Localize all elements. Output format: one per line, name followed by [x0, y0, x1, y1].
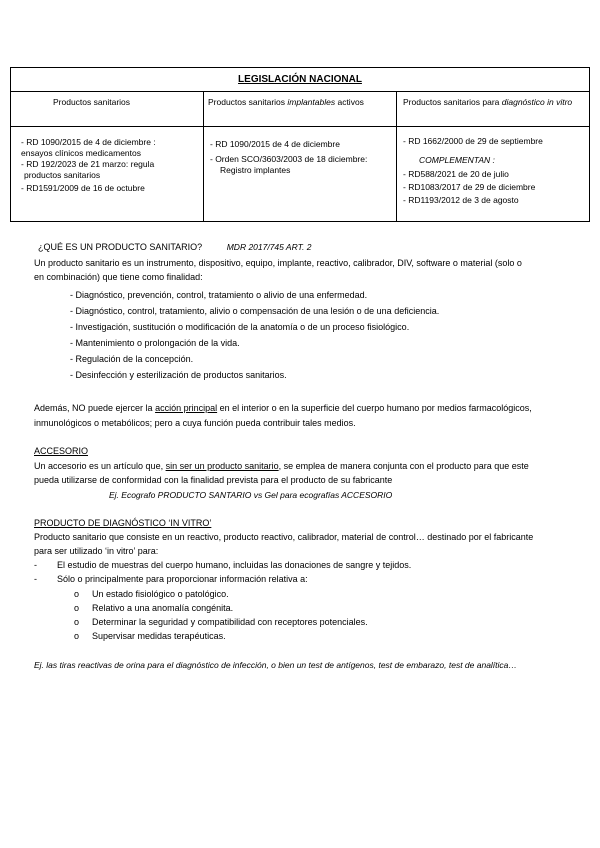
col3-complement: COMPLEMENTAN :: [419, 155, 495, 165]
col3-first: - RD 1662/2000 de 29 de septiembre: [403, 136, 543, 146]
header-cell-2: [204, 92, 397, 127]
col2-line: Registro implantes: [220, 165, 291, 175]
col1-line: - RD 192/2023 de 21 marzo: regula: [21, 159, 155, 169]
header-cell-1: [11, 92, 204, 127]
ivd-dash-1: - El estudio de muestras del cuerpo humano, incluidas las donaciones de sangre y tejidos.: [34, 560, 412, 570]
section1-bullet: - Mantenimiento o prolongación de la vida.: [70, 338, 240, 348]
accessory-line-2: pueda utilizarse de conformidad con la finalidad prevista para el producto de su fabricante: [34, 475, 393, 485]
section1-also-2: inmunológicos o metabólicos; pero a cuya función pueda contribuir tales medios.: [34, 418, 356, 428]
ivd-dash-2: - Sólo o principalmente para proporcionar información relativa a:: [34, 574, 308, 584]
body-cell-1: [11, 127, 204, 222]
section1-bullet: - Regulación de la concepción.: [70, 354, 194, 364]
accessory-example: Ej. Ecografo PRODUCTO SANTARIO vs Gel para ecografías ACCESORIO: [109, 490, 393, 500]
ivd-circle-item: o Relativo a una anomalía congénita.: [74, 603, 234, 613]
section1-question: ¿QUÉ ES UN PRODUCTO SANITARIO?: [38, 242, 203, 252]
not-sanitary-text: sin ser un producto sanitario: [165, 461, 279, 471]
ivd-example: Ej. las tiras reactivas de orina para el diagnóstico de infección, o bien un test de antígenos, test de embarazo, test de analítica…: [34, 660, 517, 670]
section1-intro-2: en combinación) que tiene como finalidad:: [34, 272, 203, 282]
section1-bullet: - Investigación, sustitución o modificación de la anatomía o de un proceso fisiológico.: [70, 322, 410, 332]
body-cell-2: [204, 127, 397, 222]
section1-bullet: - Desinfección y esterilización de productos sanitarios.: [70, 370, 287, 380]
col2-line: - Orden SCO/3603/2003 de 18 diciembre:: [210, 154, 368, 164]
accessory-heading: ACCESORIO: [34, 446, 89, 456]
col3-item: - RD1193/2012 de 3 de agosto: [403, 195, 519, 205]
col3-item: - RD1083/2017 de 29 de diciembre: [403, 182, 536, 192]
ivd-line-1: Producto sanitario que consiste en un reactivo, producto reactivo, calibrador, material de control… destinado por el fabricante: [34, 532, 534, 542]
principal-action-text: acción principal: [155, 403, 218, 413]
header-cell-3: [397, 92, 590, 127]
ivd-heading: PRODUCTO DE DIAGNÓSTICO ‘IN VITRO’: [34, 518, 212, 528]
col1-line: ensayos clínicos medicamentos: [21, 148, 142, 158]
header-3: Productos sanitarios para diagnóstico in vitro: [403, 97, 573, 107]
ivd-circle-item: o Supervisar medidas terapéuticas.: [74, 631, 226, 641]
section1-heading-line: [38, 242, 311, 252]
col1-line: productos sanitarios: [24, 170, 101, 180]
table-title-cell: [11, 68, 590, 92]
header-1: Productos sanitarios: [53, 97, 131, 107]
table-title: LEGISLACIÓN NACIONAL: [238, 74, 362, 85]
ivd-line-2: para ser utilizado ‘in vitro’ para:: [34, 546, 159, 556]
ivd-circle-item: o Determinar la seguridad y compatibilidad con receptores potenciales.: [74, 617, 368, 627]
circle-bullet-icon: o: [74, 589, 80, 599]
section1-bullet: - Diagnóstico, control, tratamiento, alivio o compensación de una lesión o de una deficiencia.: [70, 306, 440, 316]
circle-bullet-icon: o: [74, 631, 80, 641]
col1-line: - RD 1090/2015 de 4 de diciembre :: [21, 137, 156, 147]
section1-ref: MDR 2017/745 ART. 2: [226, 242, 312, 252]
dash-bullet: -: [34, 574, 37, 584]
header-2: Productos sanitarios implantables activos: [208, 97, 364, 107]
legislation-table: [10, 67, 590, 222]
circle-bullet-icon: o: [74, 617, 80, 627]
section1-intro-1: Un producto sanitario es un instrumento, dispositivo, equipo, implante, reactivo, calibrador, DIV, software o material (solo o: [34, 258, 522, 268]
ivd-circle-item: o Un estado fisiológico o patológico.: [74, 589, 229, 599]
col3-item: - RD588/2021 de 20 de julio: [403, 169, 509, 179]
col1-line: - RD1591/2009 de 16 de octubre: [21, 183, 145, 193]
dash-bullet: -: [34, 560, 37, 570]
accessory-line-1: Un accesorio es un artículo que, sin ser un producto sanitario, se emplea de manera conjunta con el producto para que este: [34, 461, 529, 471]
section1-also-1: Además, NO puede ejercer la acción principal en el interior o en la superficie del cuerpo humano por medios farmacológicos,: [34, 403, 532, 413]
body-cell-3: [397, 127, 590, 222]
col2-line: - RD 1090/2015 de 4 de diciembre: [210, 139, 340, 149]
section1-bullet: - Diagnóstico, prevención, control, tratamiento o alivio de una enfermedad.: [70, 290, 368, 300]
circle-bullet-icon: o: [74, 603, 80, 613]
